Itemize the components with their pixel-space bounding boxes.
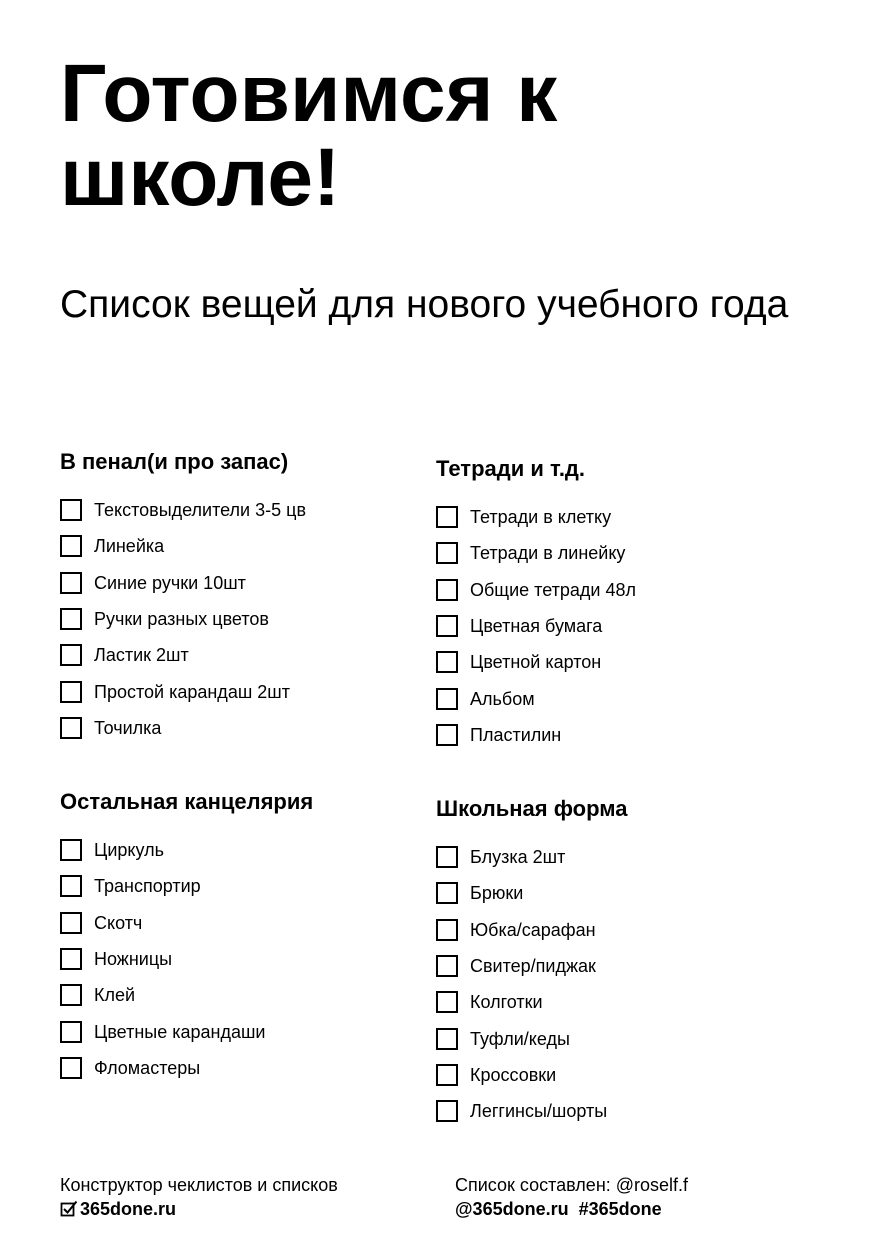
checklist-item[interactable]: [60, 941, 440, 977]
checkbox[interactable]: [436, 1064, 458, 1086]
checklist-item[interactable]: [60, 637, 440, 673]
checklist-item[interactable]: [436, 1057, 816, 1093]
checklist-item-label: Пластилин: [470, 724, 562, 745]
checklist-item[interactable]: [436, 948, 816, 984]
checklist-item[interactable]: [436, 839, 816, 875]
section-school-uniform: [436, 795, 816, 1129]
checklist-item[interactable]: [60, 1013, 440, 1049]
checklist-item-label: Туфли/кеды: [470, 1028, 570, 1049]
checklist-item[interactable]: [436, 875, 816, 911]
section-title: В пенал(и про запас): [60, 449, 289, 474]
checklist-item[interactable]: [436, 608, 816, 644]
checklist-item-label: Ручки разных цветов: [94, 609, 269, 630]
checklist-item-label: Фломастеры: [94, 1057, 201, 1078]
checklist-item[interactable]: [436, 499, 816, 535]
checkbox[interactable]: [436, 615, 458, 637]
checklist-item-label: Транспортир: [94, 876, 201, 897]
checklist-item-label: Цветная бумага: [470, 616, 603, 637]
checkbox[interactable]: [436, 506, 458, 528]
checkbox[interactable]: [60, 984, 82, 1006]
checklist-item[interactable]: [436, 1020, 816, 1056]
checklist-item[interactable]: [436, 984, 816, 1020]
checkbox[interactable]: [60, 717, 82, 739]
footer-author-text: Список составлен: @roself.f: [455, 1175, 689, 1195]
checklist-item-label: Альбом: [470, 688, 535, 709]
checklist-item-label: Кроссовки: [470, 1064, 557, 1085]
checkbox[interactable]: [436, 846, 458, 868]
checkbox[interactable]: [436, 882, 458, 904]
checkbox[interactable]: [60, 1057, 82, 1079]
checkbox[interactable]: [60, 499, 82, 521]
section-notebooks: [436, 455, 816, 753]
checklist-item-label: Клей: [94, 985, 136, 1006]
checklist-item[interactable]: [60, 710, 440, 746]
footer-hashtag[interactable]: #365done: [578, 1199, 662, 1219]
checkbox[interactable]: [60, 912, 82, 934]
checklist-item-label: Блузка 2шт: [470, 847, 566, 868]
checklist-item[interactable]: [60, 673, 440, 709]
section-pencil-case: [60, 448, 440, 746]
section-other-stationery: [60, 788, 440, 1086]
footer-credit: [60, 1173, 338, 1221]
checklist-item[interactable]: [60, 977, 440, 1013]
checklist: [60, 492, 440, 746]
checkbox[interactable]: [436, 919, 458, 941]
checklist-item[interactable]: [60, 1050, 440, 1086]
page-subtitle: Список вещей для нового учебного года: [60, 283, 789, 326]
checkbox[interactable]: [60, 1021, 82, 1043]
checklist-item-label: Общие тетради 48л: [470, 579, 636, 600]
checklist-item-label: Текстовыделители 3-5 цв: [94, 500, 307, 521]
checkbox[interactable]: [436, 724, 458, 746]
checklist-item-label: Колготки: [470, 992, 543, 1013]
checklist-item[interactable]: [60, 868, 440, 904]
checklist-item-label: Юбка/сарафан: [470, 919, 596, 940]
checklist-item-label: Ножницы: [94, 949, 173, 970]
checkbox[interactable]: [60, 875, 82, 897]
checklist-item[interactable]: [436, 572, 816, 608]
checkbox[interactable]: [436, 688, 458, 710]
section-title: Тетради и т.д.: [436, 456, 586, 481]
footer-author: [455, 1173, 688, 1221]
checklist: [60, 832, 440, 1086]
checklist-item-label: Свитер/пиджак: [470, 956, 596, 977]
checklist-item[interactable]: [436, 680, 816, 716]
checkbox[interactable]: [436, 991, 458, 1013]
checklist-item-label: Точилка: [94, 717, 162, 738]
checkbox[interactable]: [436, 1100, 458, 1122]
checklist-item[interactable]: [60, 905, 440, 941]
checkbox[interactable]: [60, 681, 82, 703]
checklist-item-label: Простой карандаш 2шт: [94, 681, 290, 702]
checklist: [436, 499, 816, 753]
checkbox[interactable]: [60, 644, 82, 666]
checklist-item-label: Циркуль: [94, 840, 164, 861]
checklist: [436, 839, 816, 1129]
checkbox[interactable]: [60, 608, 82, 630]
checkbox[interactable]: [60, 572, 82, 594]
checklist-item[interactable]: [436, 717, 816, 753]
page-title: Готовимся к школе!: [60, 48, 558, 223]
checkbox-checked-icon: [60, 1200, 78, 1218]
checkbox[interactable]: [436, 579, 458, 601]
footer-link[interactable]: @365done.ru: [455, 1199, 569, 1219]
checklist-item-label: Ластик 2шт: [94, 645, 189, 666]
section-title: Школьная форма: [436, 796, 628, 821]
checklist-item-label: Синие ручки 10шт: [94, 572, 246, 593]
checklist-item[interactable]: [60, 492, 440, 528]
checkbox[interactable]: [60, 948, 82, 970]
checklist-item[interactable]: [60, 601, 440, 637]
checklist-item-label: Цветной картон: [470, 652, 602, 673]
checklist-item-label: Тетради в линейку: [470, 543, 626, 564]
checkbox[interactable]: [436, 1028, 458, 1050]
checklist-item-label: Леггинсы/шорты: [470, 1101, 608, 1122]
checklist-item[interactable]: [60, 528, 440, 564]
footer-constructor-text: Конструктор чеклистов и списков: [60, 1175, 338, 1195]
checklist-item-label: Тетради в клетку: [470, 507, 612, 528]
checklist-item-label: Линейка: [94, 536, 165, 557]
checkbox[interactable]: [436, 651, 458, 673]
checkbox[interactable]: [436, 955, 458, 977]
checklist-item[interactable]: [60, 565, 440, 601]
checklist-item[interactable]: [436, 535, 816, 571]
checkbox[interactable]: [436, 542, 458, 564]
checklist-item[interactable]: [436, 1093, 816, 1129]
checklist-item-label: Брюки: [470, 883, 524, 904]
checklist-item[interactable]: [60, 832, 440, 868]
checkbox[interactable]: [60, 839, 82, 861]
checklist-item-label: Скотч: [94, 912, 143, 933]
footer-site-text: 365done.ru: [80, 1199, 177, 1219]
checkbox[interactable]: [60, 535, 82, 557]
checklist-item[interactable]: [436, 644, 816, 680]
checklist-item-label: Цветные карандаши: [94, 1021, 266, 1042]
footer-site-link[interactable]: [60, 1197, 338, 1221]
section-title: Остальная канцелярия: [60, 789, 314, 814]
checklist-item[interactable]: [436, 912, 816, 948]
